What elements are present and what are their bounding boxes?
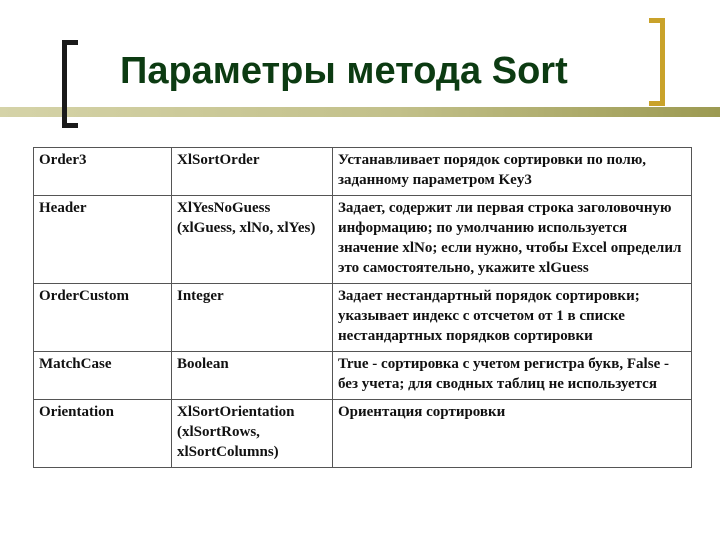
param-name-cell: OrderCustom xyxy=(34,284,172,352)
table-row xyxy=(34,196,692,284)
param-description-cell: Задает нестандартный порядок сортировки; указывает индекс с отсчетом от 1 в списке нестандартных порядков сортировки xyxy=(333,284,692,352)
table-row xyxy=(34,352,692,400)
param-type-cell: XlSortOrder xyxy=(172,148,333,196)
param-type-cell: Integer xyxy=(172,284,333,352)
parameters-table xyxy=(33,147,692,468)
right-bracket-decoration xyxy=(649,18,665,106)
param-description-cell: Устанавливает порядок сортировки по полю, заданному параметром Key3 xyxy=(333,148,692,196)
slide-title: Параметры метода Sort xyxy=(120,50,568,92)
decorative-header-bar xyxy=(0,107,720,117)
param-type-cell: XlSortOrientation (xlSortRows, xlSortColumns) xyxy=(172,400,333,468)
table-row xyxy=(34,400,692,468)
table-row xyxy=(34,148,692,196)
left-bracket-decoration xyxy=(62,40,78,128)
param-name-cell: Header xyxy=(34,196,172,284)
param-name-cell: Order3 xyxy=(34,148,172,196)
param-description-cell: True - сортировка с учетом регистра букв, False - без учета; для сводных таблиц не используется xyxy=(333,352,692,400)
param-type-cell: Boolean xyxy=(172,352,333,400)
param-description-cell: Задает, содержит ли первая строка заголовочную информацию; по умолчанию используется значение xlNo; если нужно, чтобы Excel определил это самостоятельно, укажите xlGuess xyxy=(333,196,692,284)
param-name-cell: Orientation xyxy=(34,400,172,468)
param-type-cell: XlYesNoGuess (xlGuess, xlNo, xlYes) xyxy=(172,196,333,284)
param-description-cell: Ориентация сортировки xyxy=(333,400,692,468)
table-row xyxy=(34,284,692,352)
param-name-cell: MatchCase xyxy=(34,352,172,400)
